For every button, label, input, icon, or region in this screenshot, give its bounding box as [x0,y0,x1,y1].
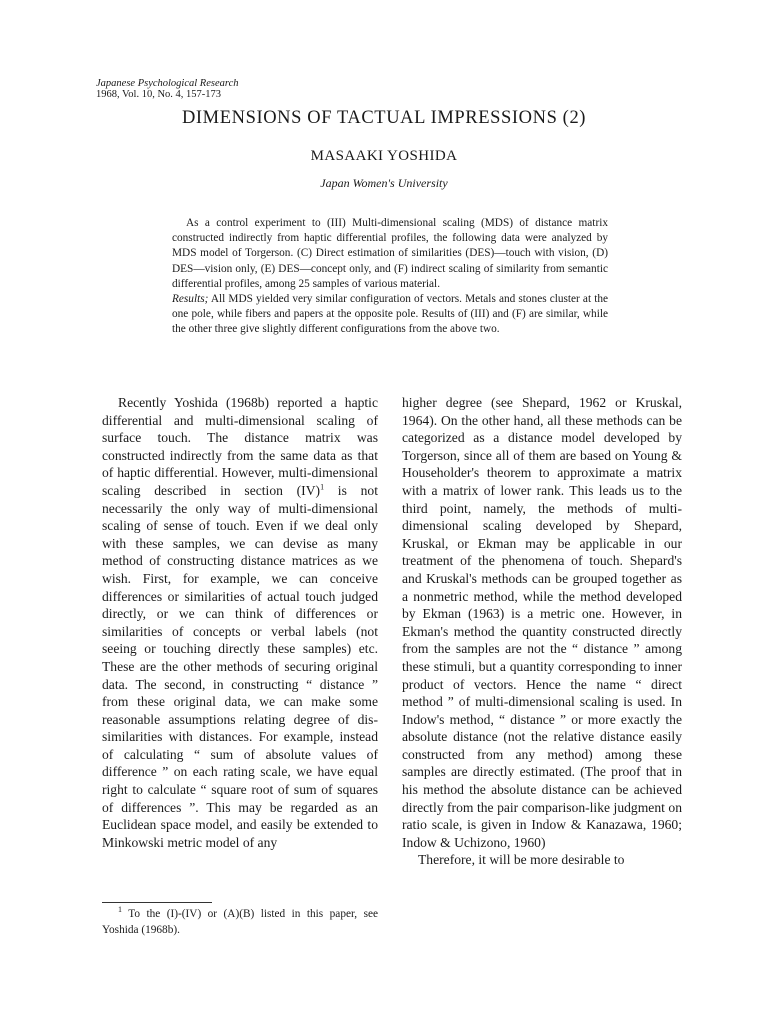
abstract [172,216,608,338]
body-paragraph [102,394,378,851]
footnote-reference: 1 [320,482,325,492]
abstract-results [172,292,608,338]
journal-citation [96,78,238,100]
body-paragraph: higher degree (see Shepard, 1962 or Kruskal, 1964). On the other hand, all these methods can be categorized as a distance model developed by Torgerson, since all of them are based on Young & Householder's theorem to approximate a matrix with a matrix of lower rank. This leads us to the third point, namely, the methods of multi-dimensional scaling developed by Shepard, Kruskal, or Ekman may be applicable in our treatment of the phenomena of touch. Shepard's and Kruskal's methods can be grouped together as a nonmetric method, while the method developed by Ekman (1963) is a metric one. However, in Ekman's method the quantity constructed directly from the samples are not the “ distance ” among these stimuli, but a quantity corresponding to inner product of vectors. Hence the name “ direct method ” of multi-dimensional scaling is used. In Indow's method, “ distance ” or more exactly the absolute distance (not the relative distance easily constructed from any method) among these samples are directly estimated. (The proof that in his method the absolute distance can be achieved directly from the pair comparison-like judgment on ratio scale, is given in Indow & Kanazawa, 1960; Indow & Uchizono, 1960) [402,395,682,850]
body-column-right [402,394,682,869]
abstract-paragraph: As a control experiment to (III) Multi-dimensional scaling (MDS) of distance matrix constructed indirectly from haptic differential profiles, the following data were analyzed by MDS model of Torgerson. (C) Direct estimation of similarities (DES)—touch with vision, (D) DES—vision only, (E) DES—concept only, and (F) indirect scaling of similarity from semantic differential profiles, among 25 samples of various material. [172,217,608,290]
body-text: is not necessarily the only way of multi-dimensional scaling of sense of touch. Even if we deal only with these samples, we can devise as many method of constructing distance matrices as we wish. First, for example, we can conceive differences or similarities of actual touch judged directly, or we can think of differences or similarities of concepts or verbal labels (not seeing or touching directly these samples) etc. These are the other methods of securing original data. The second, in constructing “ distance ” from these original data, we can make some reasonable assumptions relating degree of dis-similarities with distances. For example, instead of calculating “ sum of absolute values of difference ” on each rating scale, we have equal right to calculate “ square root of sum of squares of differences ”. This may be regarded as an Euclidean space model, and easily be extended to Minkowski metric model of any [102,482,378,850]
journal-name: Japanese Psychological Research [96,78,239,89]
results-text: All MDS yielded very similar configuration of vectors. Metals and stones cluster at the one pole, while fibers and papers at the opposite pole. Results of (III) and (F) are similar, while the other three give slightly different configurations from the above two. [172,293,608,336]
author-affiliation: Japan Women's University [320,176,448,190]
footnote-body: To the (I)-(IV) or (A)(B) listed in this paper, see Yoshida (1968b). [102,908,378,936]
paper-title: DIMENSIONS OF TACTUAL IMPRESSIONS (2) [181,108,587,128]
footnote-divider [102,902,212,903]
author-name: MASAAKI YOSHIDA [310,148,458,164]
footnote-marker: 1 [118,905,122,915]
results-label: Results; [172,293,209,306]
body-paragraph: Therefore, it will be more desirable to [418,852,625,868]
footnote [102,907,378,938]
body-text: Recently Yoshida (1968b) reported a haptic differential and multi-dimensional scaling of surface touch. The distance matrix was constructed indirectly from the same data as that of haptic differential. However, multi-dimensional scaling described in section (IV) [102,395,378,498]
footnote-text [102,907,378,938]
journal-volume: 1968, Vol. 10, No. 4, 157-173 [96,89,222,100]
body-column-left [102,394,378,851]
